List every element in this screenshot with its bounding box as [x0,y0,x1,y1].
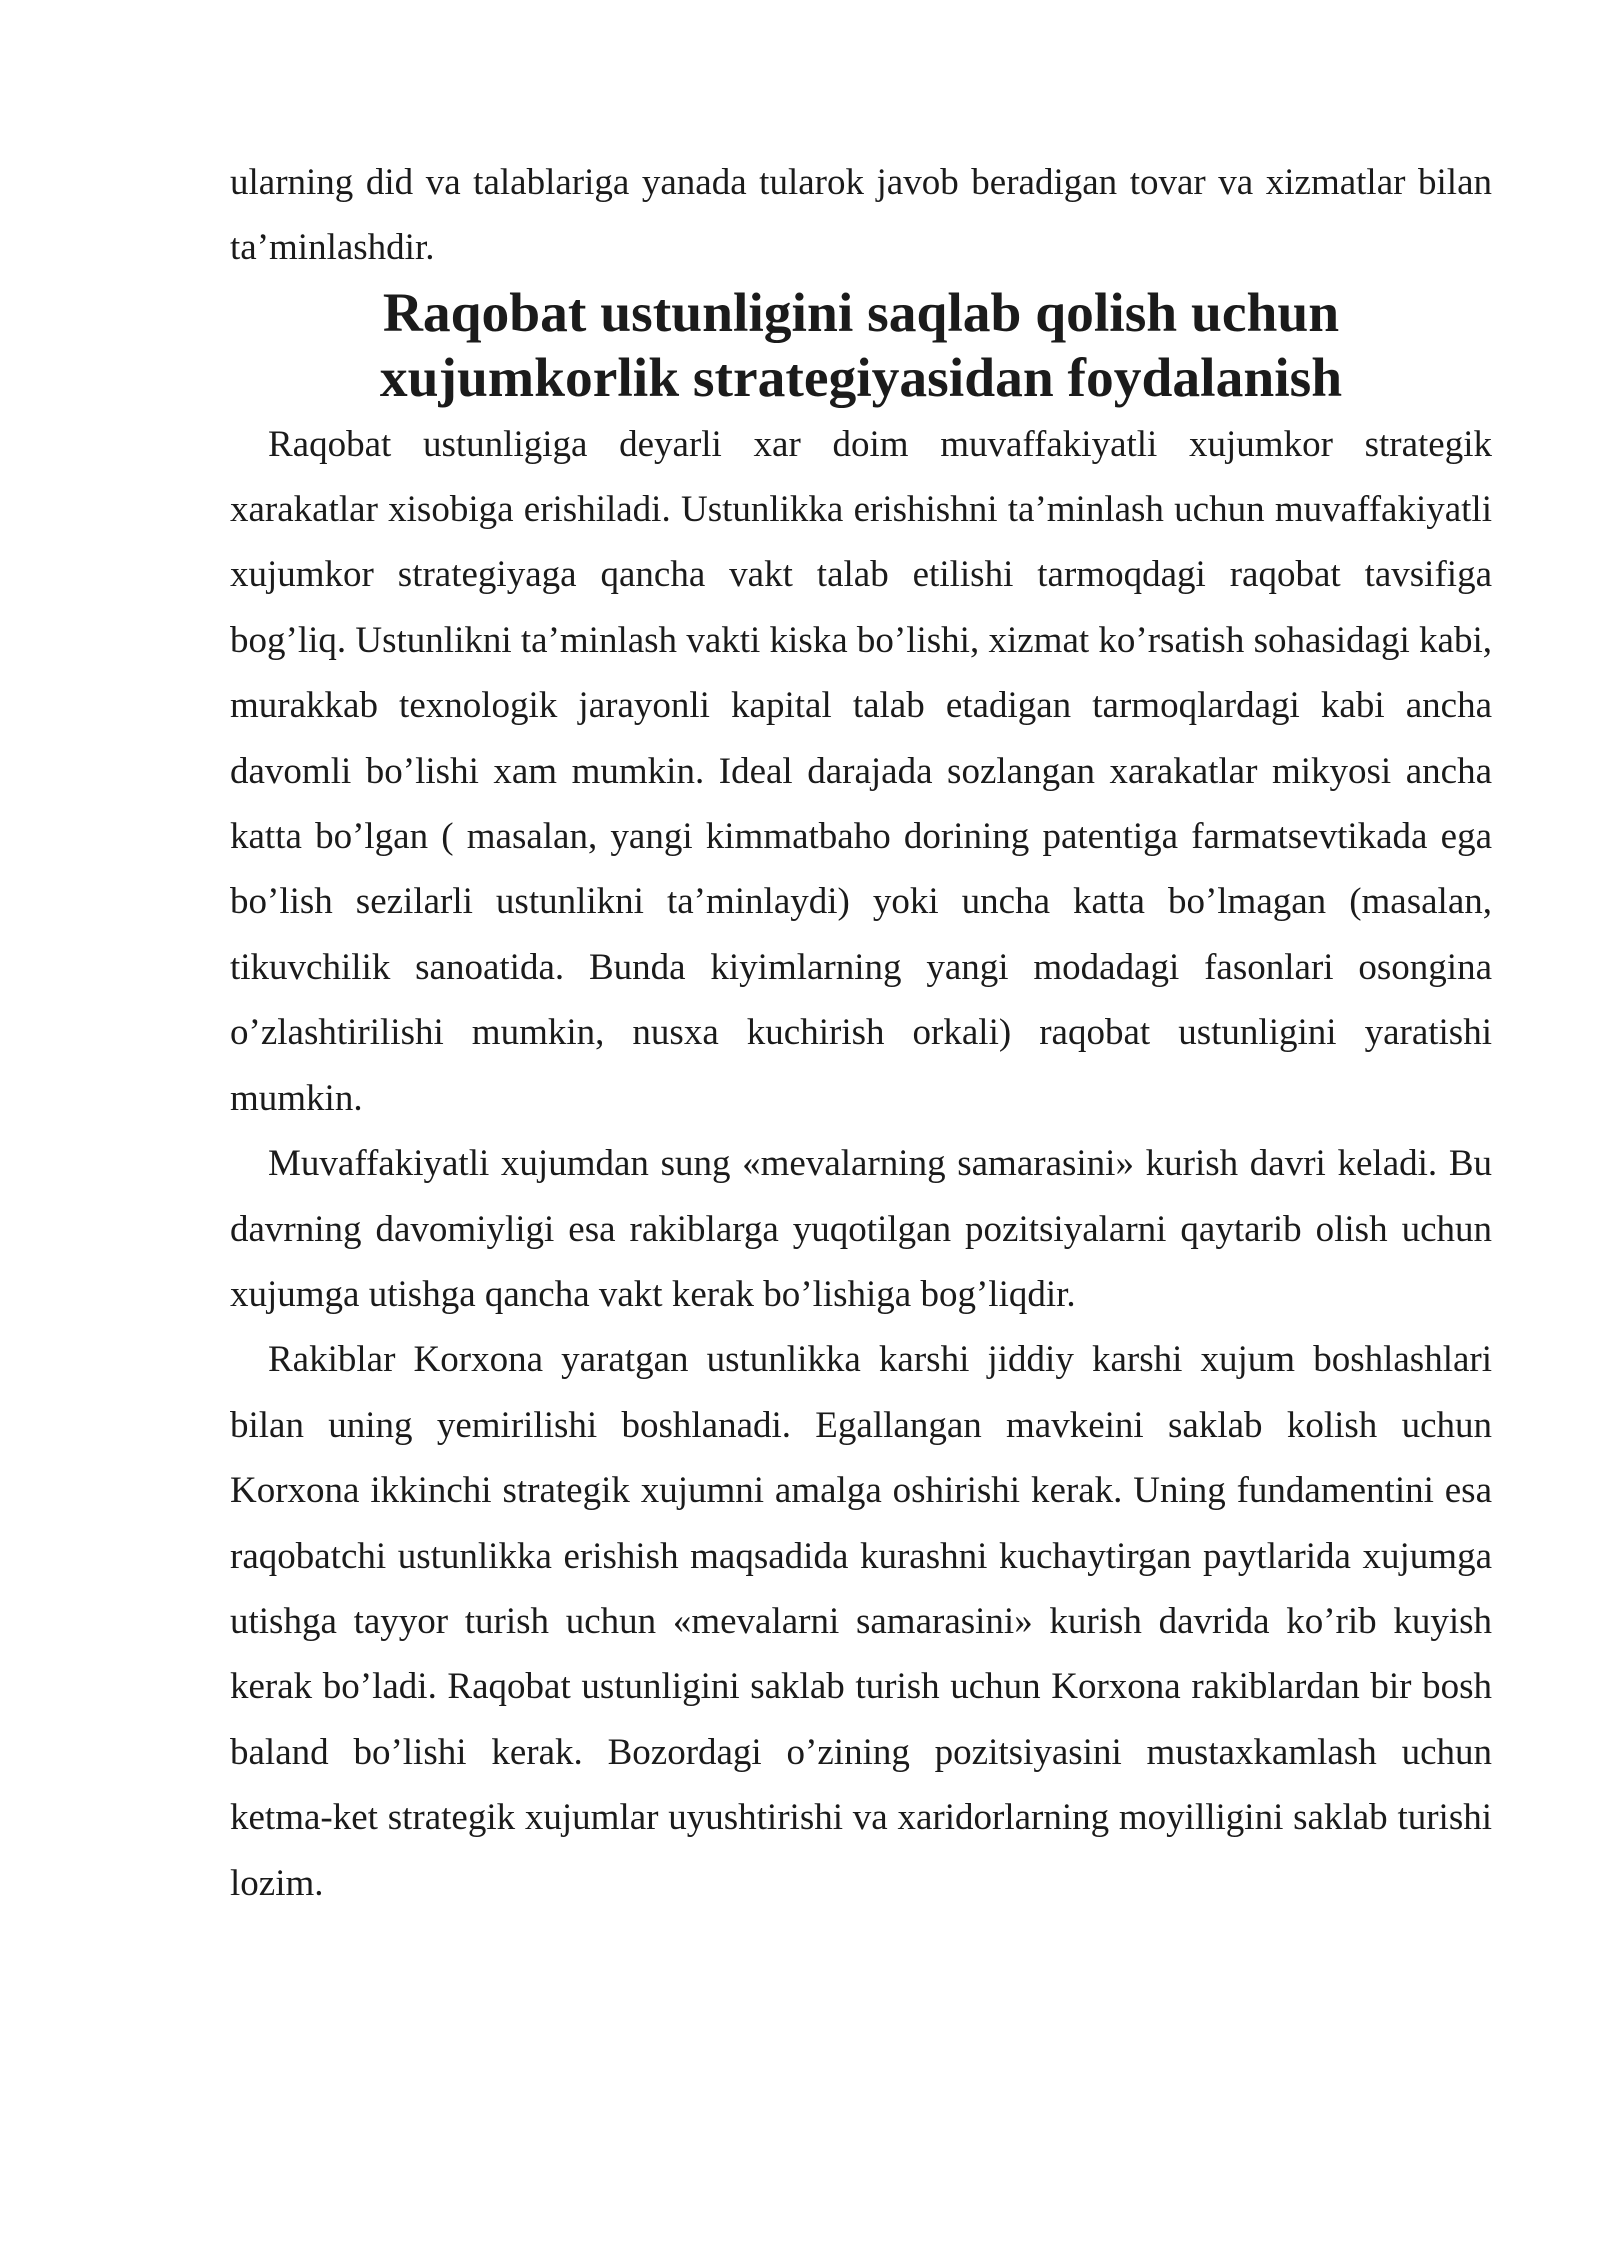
body-paragraph-3: Rakiblar Korxona yaratgan ustunlikka karshi jiddiy karshi xujum boshlashlari bilan uning yemirilishi boshlanadi. Egallangan mavkeini saklab kolish uchun Korxona ikkinchi strategik xujumni amalga oshirishi kerak. Uning fundamentini esa raqobatchi ustunlikka erishish maqsadida kurashni kuchaytirgan paytlarida xujumga utishga tayyor turish uchun «mevalarni samarasini» kurish davrida ko’rib kuyish kerak bo’ladi. Raqobat ustunligini saklab turish uchun Korxona rakiblardan bir bosh baland bo’lishi kerak. Bozordagi o’zining pozitsiyasini mustaxkamlash uchun ketma-ket strategik xujumlar uyushtirishi va xaridorlarning moyilligini saklab turishi lozim. [230,1339,1492,1904]
intro-continuation-paragraph: ularning did va talablariga yanada tularok javob beradigan tovar va xizmatlar bilan ta’minlashdir. [230,162,1492,269]
body-paragraph-1: Raqobat ustunligiga deyarli xar doim muvaffakiyatli xujumkor strategik xarakatlar xisobiga erishiladi. Ustunlikka erishishni ta’minlash uchun muvaffakiyatli xujumkor strategiyaga qancha vakt talab etilishi tarmoqdagi raqobat tavsifiga bog’liq. Ustunlikni ta’minlash vakti kiska bo’lishi, xizmat ko’rsatish sohasidagi kabi, murakkab texnologik jarayonli kapital talab etadigan tarmoqlardagi kabi ancha davomli bo’lishi xam mumkin. Ideal darajada sozlangan xarakatlar mikyosi ancha katta bo’lgan ( masalan, yangi kimmatbaho dorining patentiga farmatsevtikada ega bo’lish sezilarli ustunlikni ta’minlaydi) yoki uncha katta bo’lmagan (masalan, tikuvchilik sanoatida. Bunda kiyimlarning yangi modadagi fasonlari osongina o’zlashtirilishi mumkin, nusxa kuchirish orkali) raqobat ustunligini yaratishi mumkin. [230,423,1492,1119]
body-paragraph-2: Muvaffakiyatli xujumdan sung «mevalarning samarasini» kurish davri keladi. Bu davrning davomiyligi esa rakiblarga yuqotilgan pozitsiyalarni qaytarib olish uchun xujumga utishga qancha vakt kerak bo’lishiga bog’liqdir. [230,1143,1492,1315]
section-title: Raqobat ustunligini saqlab qolish uchun xujumkorlik strategiyasidan foydalanish [379,282,1343,410]
document-page [230,150,1492,1916]
